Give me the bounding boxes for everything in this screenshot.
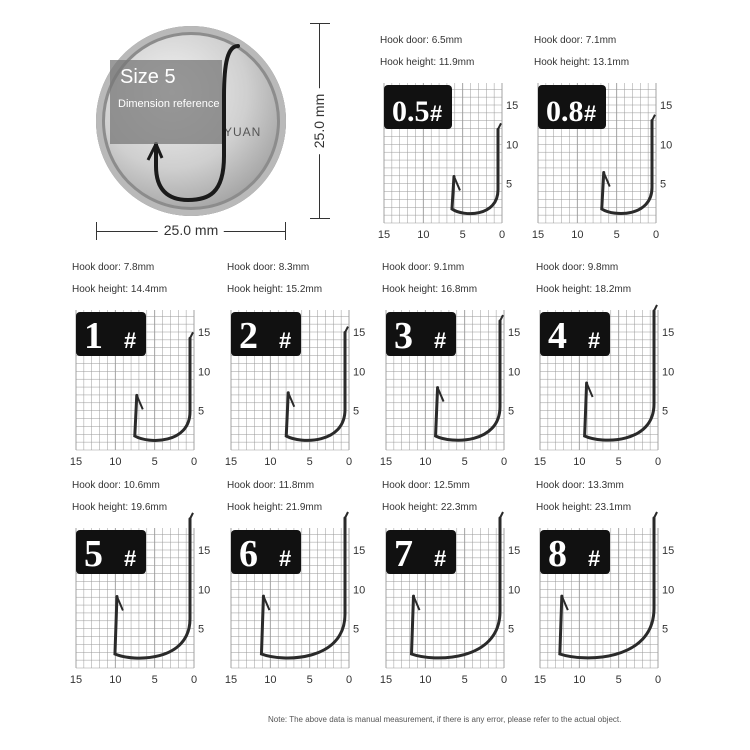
hook-shape xyxy=(452,129,498,213)
y-tick-label: 15 xyxy=(353,327,366,339)
y-tick-label: 5 xyxy=(353,405,360,418)
y-tick-label: 10 xyxy=(660,139,673,152)
y-tick-label: 15 xyxy=(198,327,211,339)
x-tick-label: 15 xyxy=(69,674,83,686)
hook-door-label: Hook door: 6.5mm xyxy=(380,35,463,46)
y-tick-label: 10 xyxy=(662,584,675,597)
y-tick-label: 10 xyxy=(506,139,519,152)
size-badge-number: 5 xyxy=(84,533,103,575)
x-tick-label: 0 xyxy=(498,229,506,241)
size-badge-number: 1 xyxy=(84,315,103,357)
y-tick-label: 15 xyxy=(662,545,675,557)
y-tick-label: 10 xyxy=(508,366,521,379)
y-tick-label: 10 xyxy=(198,584,211,597)
mm-grid-chart xyxy=(377,75,520,245)
hook-door-label: Hook door: 7.8mm xyxy=(72,262,155,273)
hook-height-label: Hook height: 19.6mm xyxy=(72,502,168,513)
hook-panel xyxy=(224,480,367,690)
hook-panel xyxy=(69,480,212,690)
mm-grid-chart xyxy=(379,520,522,690)
size-badge-number: 2 xyxy=(239,315,258,357)
size-overlay xyxy=(110,60,222,144)
hook-panel xyxy=(379,262,522,472)
coin-reference xyxy=(90,20,340,250)
y-tick-label: 10 xyxy=(353,366,366,379)
hook-door-label: Hook door: 11.8mm xyxy=(227,480,315,491)
size-badge-number: 8 xyxy=(548,533,567,575)
x-tick-label: 0 xyxy=(652,229,660,241)
x-tick-label: 10 xyxy=(419,456,432,468)
y-tick-label: 15 xyxy=(662,327,675,339)
x-tick-label: 10 xyxy=(264,456,277,468)
x-tick-label: 10 xyxy=(109,674,122,686)
hook-height-label: Hook height: 14.4mm xyxy=(72,284,168,295)
size-badge xyxy=(386,530,456,575)
x-tick-label: 0 xyxy=(500,456,508,468)
hook-panel xyxy=(533,262,676,472)
y-tick-label: 5 xyxy=(198,623,205,636)
x-tick-label: 5 xyxy=(615,456,622,468)
x-tick-label: 5 xyxy=(306,674,313,686)
size-badge-number: 0.5 xyxy=(392,95,430,128)
hash-icon: # xyxy=(124,546,137,571)
hook-height-label: Hook height: 21.9mm xyxy=(227,502,323,513)
x-tick-label: 15 xyxy=(224,674,238,686)
x-tick-label: 5 xyxy=(151,456,158,468)
x-tick-label: 10 xyxy=(573,674,586,686)
hook-eye xyxy=(500,512,503,518)
hook-door-label: Hook door: 12.5mm xyxy=(382,480,470,491)
x-tick-label: 5 xyxy=(613,229,620,241)
x-tick-label: 5 xyxy=(459,229,466,241)
x-tick-label: 15 xyxy=(69,456,83,468)
x-tick-label: 0 xyxy=(190,456,198,468)
mm-grid-chart xyxy=(379,302,522,472)
x-tick-label: 5 xyxy=(461,456,468,468)
x-tick-label: 10 xyxy=(417,229,430,241)
y-tick-label: 5 xyxy=(198,405,205,418)
hook-door-label: Hook door: 9.8mm xyxy=(536,262,619,273)
x-tick-label: 10 xyxy=(571,229,584,241)
hook-eye xyxy=(654,512,657,518)
hash-icon: # xyxy=(588,546,601,571)
hook-eye xyxy=(500,315,503,321)
size-badge-number: 7 xyxy=(394,533,413,575)
height-dimension-cap-bottom xyxy=(310,218,330,219)
size-badge xyxy=(384,85,452,129)
x-tick-label: 5 xyxy=(306,456,313,468)
mm-grid-chart xyxy=(531,75,674,245)
hook-height-label: Hook height: 11.9mm xyxy=(380,57,475,68)
hash-icon: # xyxy=(279,328,292,353)
x-tick-label: 15 xyxy=(224,456,238,468)
width-dimension-cap-left xyxy=(96,222,97,240)
size-badge xyxy=(538,85,606,129)
y-tick-label: 5 xyxy=(508,405,515,418)
hook-panel xyxy=(224,262,367,472)
x-tick-label: 15 xyxy=(531,229,545,241)
width-dimension xyxy=(96,220,286,242)
x-tick-label: 5 xyxy=(461,674,468,686)
coin-text: YUAN xyxy=(224,125,262,139)
hook-panel xyxy=(533,480,676,690)
size-badge xyxy=(386,312,456,357)
x-tick-label: 0 xyxy=(190,674,198,686)
x-tick-label: 0 xyxy=(500,674,508,686)
size-badge xyxy=(540,312,610,357)
hash-icon: # xyxy=(434,328,447,353)
hook-panel xyxy=(531,35,674,245)
y-tick-label: 10 xyxy=(353,584,366,597)
hook-eye xyxy=(345,327,348,333)
mm-grid-chart xyxy=(224,302,367,472)
hook-door-label: Hook door: 13.3mm xyxy=(536,480,624,491)
y-tick-label: 15 xyxy=(508,327,521,339)
hash-icon: # xyxy=(430,101,443,126)
disclaimer-note: Note: The above data is manual measurement, if there is any error, please refer to the actual object. xyxy=(268,715,622,724)
hash-icon: # xyxy=(588,328,601,353)
x-tick-label: 10 xyxy=(109,456,122,468)
x-tick-label: 0 xyxy=(654,674,662,686)
size-overlay-subtitle: Dimension reference xyxy=(118,98,220,110)
hash-icon: # xyxy=(434,546,447,571)
x-tick-label: 10 xyxy=(573,456,586,468)
x-tick-label: 0 xyxy=(654,456,662,468)
hook-door-label: Hook door: 10.6mm xyxy=(72,480,160,491)
y-tick-label: 15 xyxy=(198,545,211,557)
y-tick-label: 5 xyxy=(662,405,669,418)
y-tick-label: 5 xyxy=(506,178,513,191)
hook-panel xyxy=(379,480,522,690)
y-tick-label: 5 xyxy=(662,623,669,636)
y-tick-label: 5 xyxy=(508,623,515,636)
size-badge-number: 3 xyxy=(394,315,413,357)
size-badge xyxy=(231,312,301,357)
y-tick-label: 10 xyxy=(198,366,211,379)
x-tick-label: 0 xyxy=(345,674,353,686)
y-tick-label: 15 xyxy=(506,100,519,112)
width-dimension-label: 25.0 mm xyxy=(158,222,224,238)
x-tick-label: 15 xyxy=(379,456,393,468)
hook-height-label: Hook height: 22.3mm xyxy=(382,502,478,513)
y-tick-label: 10 xyxy=(662,366,675,379)
hook-height-label: Hook height: 15.2mm xyxy=(227,284,323,295)
hook-door-label: Hook door: 9.1mm xyxy=(382,262,465,273)
hook-height-label: Hook height: 13.1mm xyxy=(534,57,630,68)
height-dimension-label: 25.0 mm xyxy=(311,88,327,154)
size-overlay-title: Size 5 xyxy=(120,66,176,88)
y-tick-label: 15 xyxy=(660,100,673,112)
height-dimension-cap-top xyxy=(310,23,330,24)
mm-grid-chart xyxy=(533,302,676,472)
x-tick-label: 15 xyxy=(533,456,547,468)
size-badge xyxy=(76,530,146,575)
x-tick-label: 10 xyxy=(264,674,277,686)
y-tick-label: 15 xyxy=(508,545,521,557)
mm-grid-chart xyxy=(69,520,212,690)
hook-height-label: Hook height: 23.1mm xyxy=(536,502,632,513)
x-tick-label: 0 xyxy=(345,456,353,468)
hook-eye xyxy=(652,115,655,121)
hook-panel xyxy=(377,35,520,245)
y-tick-label: 15 xyxy=(353,545,366,557)
size-badge-number: 4 xyxy=(548,315,567,357)
hook-door-label: Hook door: 8.3mm xyxy=(227,262,310,273)
hook-door-label: Hook door: 7.1mm xyxy=(534,35,617,46)
size-badge xyxy=(231,530,301,575)
x-tick-label: 5 xyxy=(151,674,158,686)
hook-panel xyxy=(69,262,212,472)
x-tick-label: 15 xyxy=(377,229,391,241)
x-tick-label: 5 xyxy=(615,674,622,686)
height-dimension xyxy=(310,23,330,219)
hook-height-label: Hook height: 16.8mm xyxy=(382,284,478,295)
y-tick-label: 10 xyxy=(508,584,521,597)
y-tick-label: 5 xyxy=(353,623,360,636)
width-dimension-cap-right xyxy=(285,222,286,240)
hash-icon: # xyxy=(279,546,292,571)
x-tick-label: 10 xyxy=(419,674,432,686)
hook-eye xyxy=(345,512,348,518)
x-tick-label: 15 xyxy=(379,674,393,686)
y-tick-label: 5 xyxy=(660,178,667,191)
size-badge xyxy=(76,312,146,357)
size-badge-number: 6 xyxy=(239,533,258,575)
size-badge xyxy=(540,530,610,575)
hash-icon: # xyxy=(584,101,597,126)
hook-eye xyxy=(654,305,657,311)
mm-grid-chart xyxy=(224,520,367,690)
mm-grid-chart xyxy=(533,520,676,690)
hook-height-label: Hook height: 18.2mm xyxy=(536,284,632,295)
size-badge-number: 0.8 xyxy=(546,95,584,128)
mm-grid-chart xyxy=(69,302,212,472)
hash-icon: # xyxy=(124,328,137,353)
hook-eye xyxy=(190,332,193,338)
hook-eye xyxy=(190,513,193,519)
x-tick-label: 15 xyxy=(533,674,547,686)
